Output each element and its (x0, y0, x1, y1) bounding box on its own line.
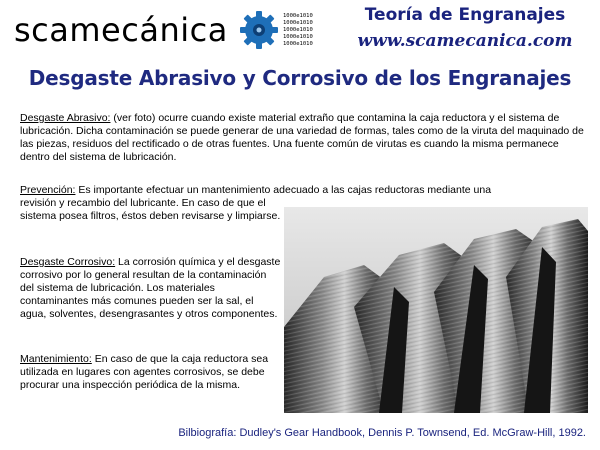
logo-wordmark: scamecánica (14, 11, 228, 49)
heading-corrosivo: Desgaste Corrosivo: (20, 256, 116, 268)
binary-decoration: 1000e1010 1000e1010 1000e1010 1000e1010 1000e1010 (283, 13, 313, 47)
page-title: Desgaste Abrasivo y Corrosivo de los Engranajes (28, 66, 572, 90)
text-corrosivo: La corrosión química y el desgaste corrosivo por lo general resultan de la contaminación del sistema de lubricación. Los materiales contaminantes más comunes pueden ser la sal, el agua, solventes, desengrasantes y otros componentes. (20, 256, 281, 320)
bibliography-note: Bilbiografía: Dudley's Gear Handbook, Dennis P. Townsend, Ed. McGraw-Hill, 1992. (178, 427, 586, 439)
text-abrasivo: (ver foto) ocurre cuando existe material extraño que contamina la caja reductora y el sistema de lubricación. Dicha contaminación se puede generar de una variedad de formas, tales como de la viruta del maquinado de las piezas, residuos del rectificado o de otras fuentes. Una fuente común de virutas es cuando la misma permanece dentro del sistema de lubricación. (20, 112, 584, 163)
text-mantenimiento: En caso de que la caja reductora sea utilizada en lugares con agentes corrosivos, se debe procurar una inspección periódica de la misma. (20, 353, 269, 391)
gear-wear-photo (284, 207, 588, 413)
gear-teeth-image (284, 207, 588, 413)
paragraph-prevencion (20, 184, 588, 197)
text-prevencion-a: Es importante efectuar un mantenimiento adecuado a las cajas reductoras mediante una (75, 184, 492, 196)
text-prevencion-b: revisión y recambio del lubricante. En caso de que el sistema posea filtros, éstos deben revisarse y limpiarse. (20, 197, 281, 222)
heading-prevencion: Prevención: (20, 184, 76, 196)
header-url: www.scamecanica.com (357, 31, 573, 51)
header-title: Teoría de Engranajes (364, 5, 566, 25)
heading-mantenimiento: Mantenimiento: (20, 353, 92, 365)
paragraph-corrosivo (20, 256, 282, 321)
paragraph-abrasivo (20, 112, 588, 164)
heading-abrasivo: Desgaste Abrasivo: (20, 112, 111, 124)
gear-logo-icon (239, 10, 279, 50)
paragraph-mantenimiento (20, 353, 282, 392)
header-right (350, 4, 580, 52)
paragraph-prevencion-cont (20, 197, 282, 223)
